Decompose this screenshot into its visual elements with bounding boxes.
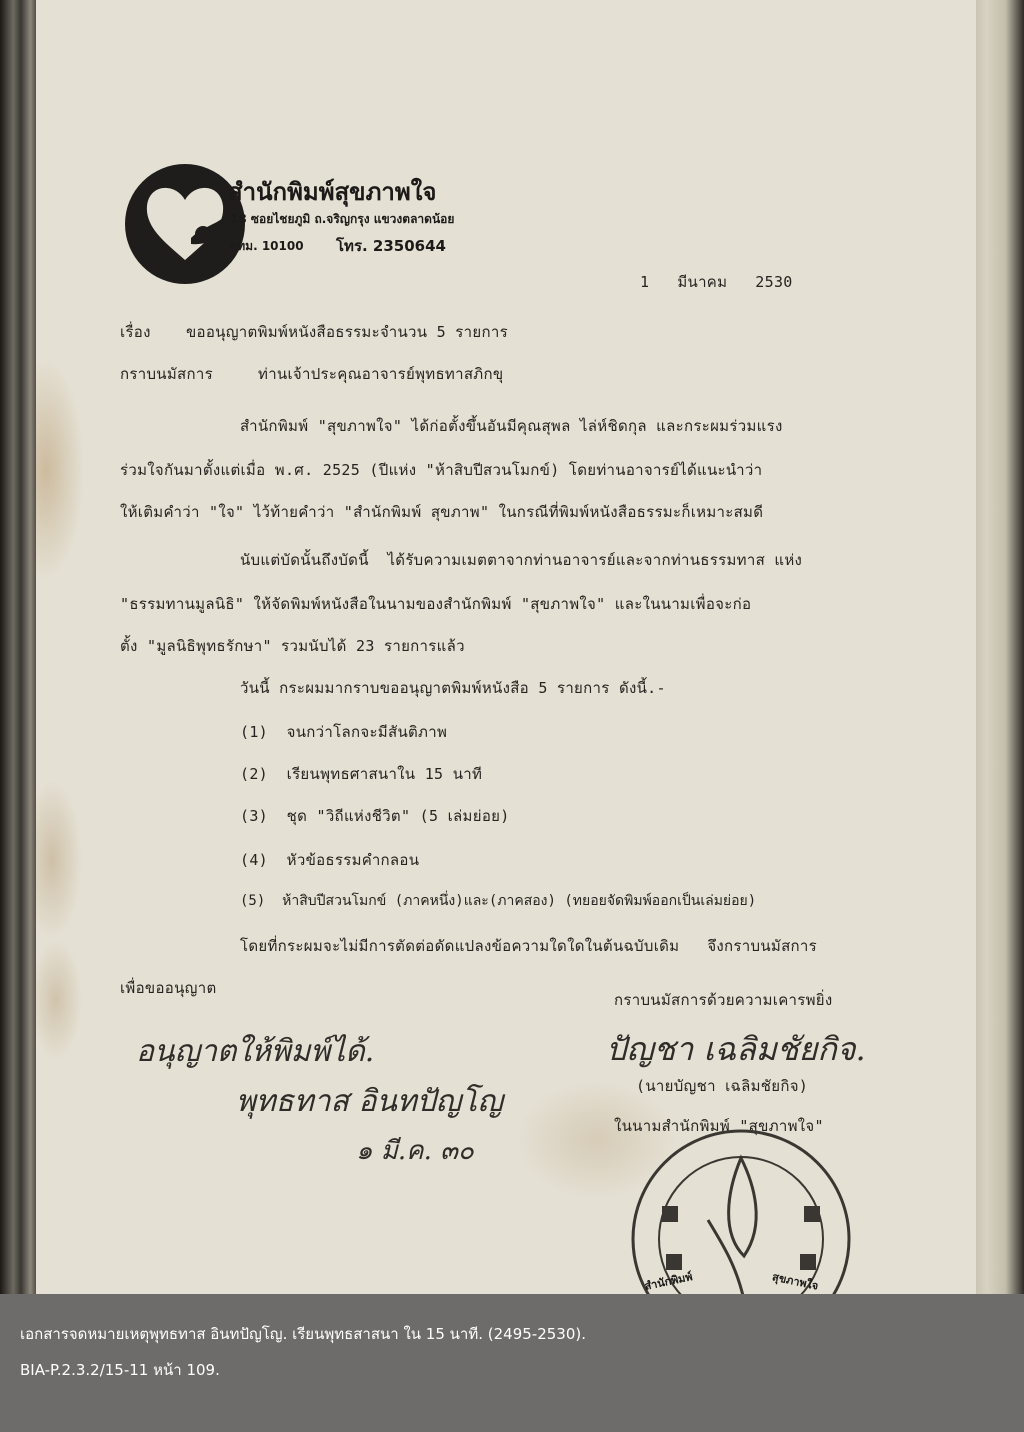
- caption-line: เอกสารจดหมายเหตุพุทธทาส อินทปัญโญ. เรียนพุทธสาสนา ใน 15 นาที. (2495-2530).: [20, 1325, 586, 1343]
- signoff-greeting: กราบนมัสการด้วยความเคารพยิ่ง: [614, 991, 833, 1009]
- salutation-text: ท่านเจ้าประคุณอาจารย์พุทธทาสภิกขุ: [258, 365, 504, 383]
- subject-label: เรื่อง: [120, 323, 151, 341]
- book-binding: [0, 0, 38, 1432]
- body-line: นับแต่บัดนั้นถึงบัดนี้ ได้รับความเมตตาจากท่านอาจารย์และจากท่านธรรมทาส แห่ง: [240, 551, 803, 569]
- body-line: "ธรรมทานมูลนิธิ" ให้จัดพิมพ์หนังสือในนามของสำนักพิมพ์ "สุขภาพใจ" และในนามเพื่อจะก่อ: [120, 595, 752, 613]
- approval-date: ๑ มี.ค. ๓๐: [356, 1136, 474, 1166]
- closing-line: เพื่อขออนุญาต: [120, 979, 217, 997]
- publisher-phone: โทร. 2350644: [336, 237, 446, 255]
- signer-name: (นายบัญชา เฉลิมชัยกิจ): [636, 1077, 809, 1095]
- approval-handwriting: อนุญาตให้พิมพ์ได้.: [136, 1034, 375, 1069]
- caption-bar: [0, 1294, 1024, 1432]
- document-page: [36, 0, 976, 1300]
- list-item: (4) หัวข้อธรรมคำกลอน: [240, 851, 420, 869]
- publisher-address: 18 ซอยไชยภูมิ ถ.จริญกรุง แขวงตลาดน้อย: [230, 212, 455, 226]
- closing-line: โดยที่กระผมจะไม่มีการตัดต่อดัดแปลงข้อความใดใดในต้นฉบับเดิม จึงกราบนมัสการ: [240, 937, 817, 955]
- signature: ปัญชา เฉลิมชัยกิจ.: [606, 1030, 866, 1068]
- publisher-name: สำนักพิมพ์สุขภาพใจ: [228, 178, 437, 206]
- approver-signature: พุทธทาส อินทปัญโญ: [236, 1084, 503, 1119]
- subject-text: ขออนุญาตพิมพ์หนังสือธรรมะจำนวน 5 รายการ: [186, 323, 508, 341]
- body-line: ให้เติมคำว่า "ใจ" ไว้ท้ายคำว่า "สำนักพิมพ์ สุขภาพ" ในกรณีที่พิมพ์หนังสือธรรมะก็เหมาะสมดี: [120, 503, 764, 521]
- body-line: ตั้ง "มูลนิธิพุทธรักษา" รวมนับได้ 23 รายการแล้ว: [120, 637, 465, 655]
- stamp-text-left: สำนักพิมพ์: [643, 1270, 694, 1293]
- body-line: วันนี้ กระผมมากราบขออนุญาตพิมพ์หนังสือ 5 รายการ ดังนี้.-: [240, 679, 666, 697]
- list-item: (2) เรียนพุทธศาสนาใน 15 นาที: [240, 765, 483, 783]
- caption-line: BIA-P.2.3.2/15-11 หน้า 109.: [20, 1361, 220, 1379]
- list-item: (1) จนกว่าโลกจะมีสันติภาพ: [240, 723, 448, 741]
- body-line: ร่วมใจกันมาตั้งแต่เมื่อ พ.ศ. 2525 (ปีแห่ง "ห้าสิบปีสวนโมกข์) โดยท่านอาจารย์ได้แนะนำว่า: [120, 461, 763, 479]
- list-item: (3) ชุด "วิถีแห่งชีวิต" (5 เล่มย่อย): [240, 807, 510, 825]
- list-item: (5) ห้าสิบปีสวนโมกข์ (ภาคหนึ่ง)และ(ภาคสอง) (ทยอยจัดพิมพ์ออกเป็นเล่มย่อย): [240, 893, 757, 909]
- stamp-text-right: สุขภาพใจ: [771, 1270, 820, 1293]
- letter-date: 1 มีนาคม 2530: [640, 273, 793, 291]
- on-behalf: ในนามสำนักพิมพ์ "สุขภาพใจ": [614, 1117, 824, 1135]
- publisher-city: กทม. 10100: [230, 239, 304, 253]
- body-line: สำนักพิมพ์ "สุขภาพใจ" ได้ก่อตั้งขึ้นอันมีคุณสุพล ไล่ห์ชิดกุล และกระผมร่วมแรง: [240, 417, 783, 435]
- salutation-label: กราบนมัสการ: [120, 365, 213, 383]
